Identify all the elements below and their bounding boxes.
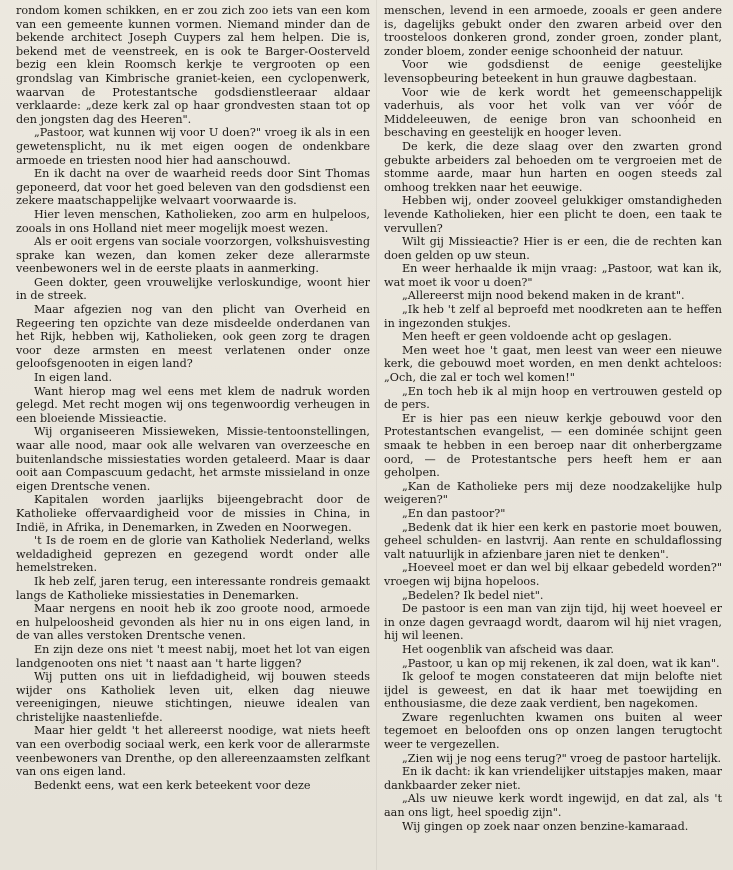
paragraph: Wij organiseeren Missieweken, Missie-tentoonstellingen, waar alle nood, maar ook alle welvaren van overzeesche en buitenlandsche missiestaties worden getaleerd. Maar is daar ooit aan Compascuum gedacht, het armste missieland in onze eigen Drentsche venen. (16, 425, 370, 493)
paragraph: Ik geloof te mogen constateeren dat mijn belofte niet ijdel is geweest, en dat ik haar met toewijding en enthousiasme, die deze zaak verdient, ben nagekomen. (384, 670, 722, 711)
paragraph: rondom komen schikken, en er zou zich zoo iets van een kom van een gemeente kunnen vormen. Niemand minder dan de bekende architect Joseph Cuypers zal hem helpen. Die is, bekend met de veenstreek, en is ook te Barger-Oosterveld bezig een klein Roomsch kerkje te vergrooten op een grondslag van Kimbrische graniet-keien, een cyclopenwerk, waarvan de Protestantsche godsdienstleeraar aldaar verklaarde: „deze kerk zal op haar grondvesten staan tot op den jongsten dag des Heeren". (16, 4, 370, 126)
paragraph: „Zien wij je nog eens terug?" vroeg de pastoor hartelijk. (402, 751, 722, 765)
paragraph: Men weet hoe 't gaat, men leest van weer een nieuwe kerk, die gebouwd moet worden, en men denkt achteloos: „Och, die zal er toch wel komen!" (384, 343, 722, 385)
paragraph: „Pastoor, u kan op mij rekenen, ik zal doen, wat ik kan". (402, 656, 720, 670)
paragraph: En ik dacht na over de waarheid reeds door Sint Thomas geponeerd, dat voor het goed beleven van den godsdienst een zekere maatschappelijke welvaart voorwaarde is. (16, 167, 370, 208)
paragraph: Kapitalen worden jaarlijks bijeengebracht door de Katholieke offervaardigheid voor de missies in China, in Indië, in Afrika, in Denemarken, in Zweden en Noorwegen. (16, 493, 370, 534)
paragraph: „En toch heb ik al mijn hoop en vertrouwen gesteld op de pers. (384, 384, 722, 412)
paragraph: Hier leven menschen, Katholieken, zoo arm en hulpeloos, zooals in ons Holland niet meer mogelijk moest wezen. (16, 207, 370, 235)
paragraph: De kerk, die deze slaag over den zwarten grond gebukte arbeiders zal behoeden om te vergroeien met de stomme aarde, maar hun harten en oogen steeds zal omhoog trekken naar het eeuwige. (384, 139, 722, 194)
paragraph: „Kan de Katholieke pers mij deze noodzakelijke hulp weigeren?" (384, 479, 722, 507)
paragraph: Zware regenluchten kwamen ons buiten al weer tegemoet en beloofden ons op onzen langen terugtocht weer te vergezellen. (384, 710, 722, 752)
paragraph: En weer herhaalde ik mijn vraag: „Pastoor, wat kan ik, wat moet ik voor u doen?" (384, 262, 722, 289)
paragraph: Wij gingen op zoek naar onzen benzine-kamaraad. (402, 819, 689, 833)
paragraph: De pastoor is een man van zijn tijd, hij weet hoeveel er in onze dagen gevraagd wordt, daarom wil hij niet vragen, hij wil leenen. (384, 602, 722, 643)
right-column (384, 4, 722, 833)
paragraph: „En dan pastoor?" (402, 506, 506, 520)
paragraph: Maar nergens en nooit heb ik zoo groote nood, armoede en hulpeloosheid gevonden als hier nu in ons eigen land, in de van alles verstoken Drentsche venen. (16, 602, 370, 643)
paragraph: Maar afgezien nog van den plicht van Overheid en Regeering ten opzichte van deze misdeelde onderdanen van het Rijk, hebben wij, Katholieken, ook geen zorg te dragen voor deze armsten en meest verlatenen onder onze geloofsgenooten in eigen land? (16, 303, 370, 371)
paragraph: Geen dokter, geen vrouwelijke verloskundige, woont hier in de streek. (16, 275, 370, 303)
paragraph: Voor wie de kerk wordt het gemeenschappelijk vaderhuis, als voor het volk van ver vóór de Middeleeuwen, de eenige bron van schoonheid en beschaving en geestelijk en hooger leven. (384, 85, 722, 140)
paragraph: Ik heb zelf, jaren terug, een interessante rondreis gemaakt langs de Katholieke missiestaties in Denemarken. (16, 574, 370, 602)
paragraph: „Bedenk dat ik hier een kerk en pastorie moet bouwen, geheel schulden- en lastvrij. Aan rente en schuldaflossing valt natuurlijk in afzienbare jaren niet te denken". (384, 520, 722, 561)
paragraph: Wilt gij Missieactie? Hier is er een, die de rechten kan doen gelden op uw steun. (384, 235, 722, 262)
paragraph: Want hierop mag wel eens met klem de nadruk worden gelegd. Met recht mogen wij ons tegenwoordig verheugen in een bloeiende Missieactie. (16, 384, 370, 425)
paragraph: Bedenkt eens, wat een kerk beteekent voor deze (34, 778, 311, 792)
paragraph: „Hoeveel moet er dan wel bij elkaar gebedeld worden?" vroegen wij bijna hopeloos. (384, 561, 722, 588)
paragraph: „Ik heb 't zelf al beproefd met noodkreten aan te heffen in ingezonden stukjes. (384, 303, 722, 330)
paragraph: Er is hier pas een nieuw kerkje gebouwd voor den Protestantschen evangelist, — een dominée schijnt geen smaak te hebben in een beroep naar dit onherbergzame oord, — de Protestantsche pers heeft hem er aan geholpen. (384, 411, 722, 480)
paragraph: Maar hier geldt 't het allereerst noodige, wat niets heeft van een overbodig sociaal werk, een kerk voor de allerarmste veenbewoners van Drenthe, op den allereenzaamsten zelfkant van ons eigen land. (16, 724, 370, 779)
paragraph: Hebben wij, onder zooveel gelukkiger omstandigheden levende Katholieken, hier een plicht te doen, een taak te vervullen? (384, 194, 722, 235)
paragraph: En ik dacht: ik kan vriendelijker uitstapjes maken, maar dankbaarder zeker niet. (384, 765, 722, 792)
paragraph: En zijn deze ons niet 't meest nabij, moet het lot van eigen landgenooten ons niet 't naast aan 't harte liggen? (16, 642, 370, 670)
column-gutter (376, 0, 377, 870)
paragraph: Men heeft er geen voldoende acht op geslagen. (402, 330, 672, 344)
left-column (16, 4, 370, 792)
paragraph: Voor wie godsdienst de eenige geestelijke levensopbeuring beteekent in hun grauwe dagbestaan. (384, 58, 722, 85)
paragraph: „Allereerst mijn nood bekend maken in de krant". (402, 289, 685, 303)
paragraph: „Als uw nieuwe kerk wordt ingewijd, en dat zal, als 't aan ons ligt, heel spoedig zijn". (384, 792, 722, 820)
paragraph: 't Is de roem en de glorie van Katholiek Nederland, welks weldadigheid geprezen en gezegend wordt onder alle hemelstreken. (16, 534, 370, 575)
paragraph: In eigen land. (34, 371, 113, 385)
paragraph: Het oogenblik van afscheid was daar. (402, 642, 614, 656)
paragraph: Wij putten ons uit in liefdadigheid, wij bouwen steeds wijder ons Katholiek leven uit, elken dag nieuwe vereenigingen, nieuwe stichtingen, nieuwe idealen van christelijke naastenliefde. (16, 670, 370, 724)
paragraph: „Pastoor, wat kunnen wij voor U doen?" vroeg ik als in een gewetensplicht, nu ik met eigen oogen de ondenkbare armoede en triesten nood hier had aanschouwd. (16, 126, 370, 167)
paragraph: „Bedelen? Ik bedel niet". (402, 588, 544, 602)
paragraph: Als er ooit ergens van sociale voorzorgen, volkshuisvesting sprake kan wezen, dan komen zeker deze allerarmste veenbewoners wel in de eerste plaats in aanmerking. (16, 235, 370, 276)
paragraph: menschen, levend in een armoede, zooals er geen andere is, dagelijks gebukt onder den zwaren arbeid over den troosteloos donkeren grond, zonder groen, zonder plant, zonder bloem, zonder eenige schoonheid der natuur. (384, 4, 722, 58)
